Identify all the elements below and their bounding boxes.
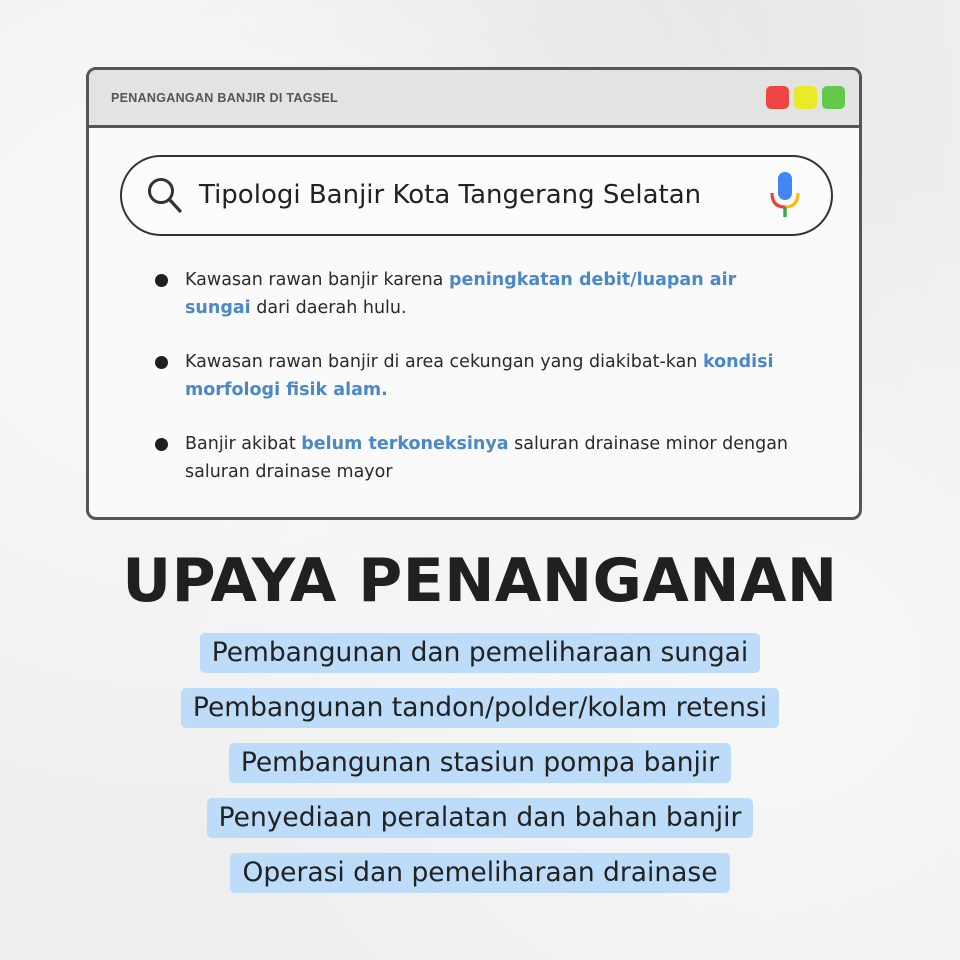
close-window-icon[interactable] — [766, 86, 789, 109]
browser-window — [86, 67, 862, 520]
list-item: Kawasan rawan banjir di area cekungan yang diakibat-kan kondisi morfologi fisik alam. — [153, 348, 803, 404]
measures-list — [0, 633, 960, 908]
maximize-window-icon[interactable] — [822, 86, 845, 109]
window-controls — [766, 86, 845, 109]
search-bar[interactable] — [120, 155, 833, 236]
section-heading: UPAYA PENANGANAN — [122, 546, 838, 616]
list-item: Banjir akibat belum terkoneksinya saluran drainase minor dengan saluran drainase mayor — [153, 430, 803, 486]
measure-item: Operasi dan pemeliharaan drainase — [0, 853, 960, 908]
measure-item: Pembangunan tandon/polder/kolam retensi — [0, 688, 960, 743]
typology-list — [153, 266, 803, 512]
microphone-icon[interactable] — [767, 171, 803, 225]
search-icon[interactable] — [146, 176, 184, 220]
search-query[interactable]: Tipologi Banjir Kota Tangerang Selatan — [199, 180, 702, 210]
list-item: Kawasan rawan banjir karena peningkatan debit/luapan air sungai dari daerah hulu. — [153, 266, 803, 322]
measure-item: Penyediaan peralatan dan bahan banjir — [0, 798, 960, 853]
title-bar — [89, 70, 859, 128]
window-title: PENANGANGAN BANJIR DI TAGSEL — [111, 90, 338, 105]
minimize-window-icon[interactable] — [794, 86, 817, 109]
measure-item: Pembangunan dan pemeliharaan sungai — [0, 633, 960, 688]
measure-item: Pembangunan stasiun pompa banjir — [0, 743, 960, 798]
